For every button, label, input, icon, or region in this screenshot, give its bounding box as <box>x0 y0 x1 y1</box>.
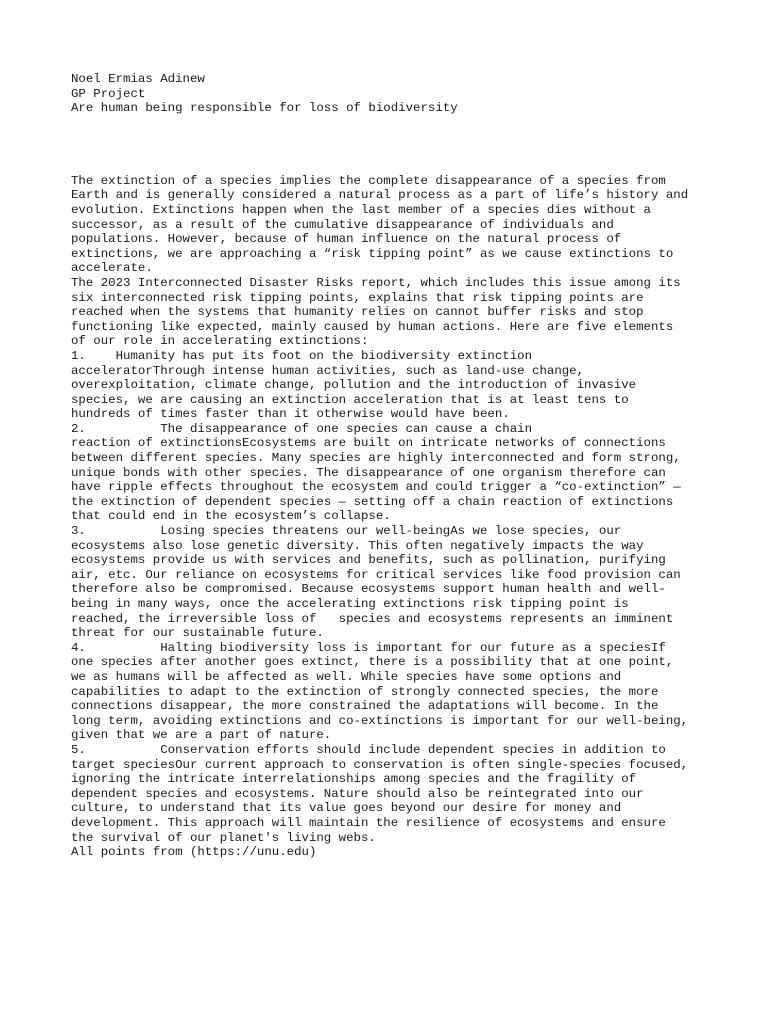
document-body <box>71 174 711 860</box>
document-title: Are human being responsible for loss of biodiversity <box>71 101 458 116</box>
text-line: of our role in accelerating extinctions: <box>71 334 369 349</box>
paragraph <box>71 641 711 743</box>
text-line: reached when the systems that humanity relies on cannot buffer risks and stop <box>71 305 644 320</box>
paragraph <box>71 422 711 524</box>
text-line: evolution. Extinctions happen when the last member of a species dies without a <box>71 202 651 217</box>
text-line: between different species. Many species are highly interconnected and form strong, <box>71 451 681 466</box>
document-page <box>71 72 711 860</box>
text-line: unique bonds with other species. The disappearance of one organism therefore can <box>71 465 666 480</box>
paragraph <box>71 845 711 860</box>
text-line: ecosystems provide us with services and benefits, such as pollination, purifying <box>71 553 666 568</box>
text-line: connections disappear, the more constrained the adaptations will become. In the <box>71 699 659 714</box>
text-line: The 2023 Interconnected Disaster Risks report, which includes this issue among its <box>71 275 681 290</box>
text-line: dependent species and ecosystems. Nature should also be reintegrated into our <box>71 786 644 801</box>
text-line: acceleratorThrough intense human activities, such as land-use change, <box>71 363 585 378</box>
text-line: the extinction of dependent species — setting off a chain reaction of extinctions <box>71 494 674 509</box>
text-line: being in many ways, once the accelerating extinctions risk tipping point is <box>71 597 629 611</box>
text-line: species, we are causing an extinction acceleration that is at least tens to <box>71 392 629 407</box>
text-line: populations. However, because of human influence on the natural process of <box>71 232 622 247</box>
text-line: air, etc. Our reliance on ecosystems for critical services like food provision can <box>71 567 681 582</box>
paragraph <box>71 276 711 349</box>
text-line: capabilities to adapt to the extinction of strongly connected species, the more <box>71 684 659 699</box>
text-line: reached, the irreversible loss of species and ecosystems represents an imminent <box>71 611 674 626</box>
text-line: given that we are a part of nature. <box>71 728 332 743</box>
text-line: functioning like expected, mainly caused by human actions. Here are five elements <box>71 319 674 334</box>
text-line: target speciesOur current approach to conservation is often single-species focused, <box>71 757 689 772</box>
text-line: 4. Halting biodiversity loss is important for our future as a speciesIf <box>71 640 666 655</box>
author-name: Noel Ermias Adinew <box>71 72 205 86</box>
text-line: 5. Conservation efforts should include dependent species in addition to <box>71 742 666 757</box>
text-line: ecosystems also lose genetic diversity. This often negatively impacts the way <box>71 538 644 553</box>
text-line: culture, to understand that its value goes beyond our desire for money and <box>71 801 622 816</box>
text-line: development. This approach will maintain the resilience of ecosystems and ensure <box>71 815 666 830</box>
text-line: ignoring the intricate interrelationships among species and the fragility of <box>71 772 637 787</box>
paragraph <box>71 743 711 845</box>
text-line: we as humans will be affected as well. While species have some options and <box>71 669 622 684</box>
text-line: one species after another goes extinct, there is a possibility that at one point, <box>71 655 674 670</box>
text-line: have ripple effects throughout the ecosystem and could trigger a “co-extinction” — <box>71 480 681 495</box>
document-header <box>71 72 711 116</box>
text-line: six interconnected risk tipping points, explains that risk tipping points are <box>71 290 644 305</box>
text-line: 2. The disappearance of one species can cause a chain <box>71 421 533 436</box>
paragraph <box>71 349 711 422</box>
text-line: extinctions, we are approaching a “risk tipping point” as we cause extinctions to <box>71 246 674 261</box>
text-line: threat for our sustainable future. <box>71 626 324 641</box>
paragraph <box>71 174 711 276</box>
text-line: The extinction of a species implies the complete disappearance of a species from <box>71 173 666 188</box>
text-line: Earth and is generally considered a natural process as a part of life’s history and <box>71 188 689 203</box>
text-line: hundreds of times faster than it otherwise would have been. <box>71 407 510 422</box>
text-line: 3. Losing species threatens our well-beingAs we lose species, our <box>71 524 622 539</box>
text-line: the survival of our planet's living webs. <box>71 830 376 845</box>
text-line: reaction of extinctionsEcosystems are built on intricate networks of connections <box>71 436 666 451</box>
text-line: 1. Humanity has put its foot on the biodiversity extinction <box>71 348 533 363</box>
text-line: successor, as a result of the cumulative disappearance of individuals and <box>71 217 614 232</box>
project-label: GP Project <box>71 86 146 101</box>
text-line: accelerate. <box>71 261 153 276</box>
paragraph <box>71 524 711 641</box>
text-line: overexploitation, climate change, pollution and the introduction of invasive <box>71 378 637 393</box>
text-line: All points from (https://unu.edu) <box>71 845 317 860</box>
text-line: therefore also be compromised. Because ecosystems support human health and well- <box>71 582 666 597</box>
text-line: that could end in the ecosystem’s collapse. <box>71 509 391 524</box>
text-line: long term, avoiding extinctions and co-extinctions is important for our well-being, <box>71 713 689 728</box>
